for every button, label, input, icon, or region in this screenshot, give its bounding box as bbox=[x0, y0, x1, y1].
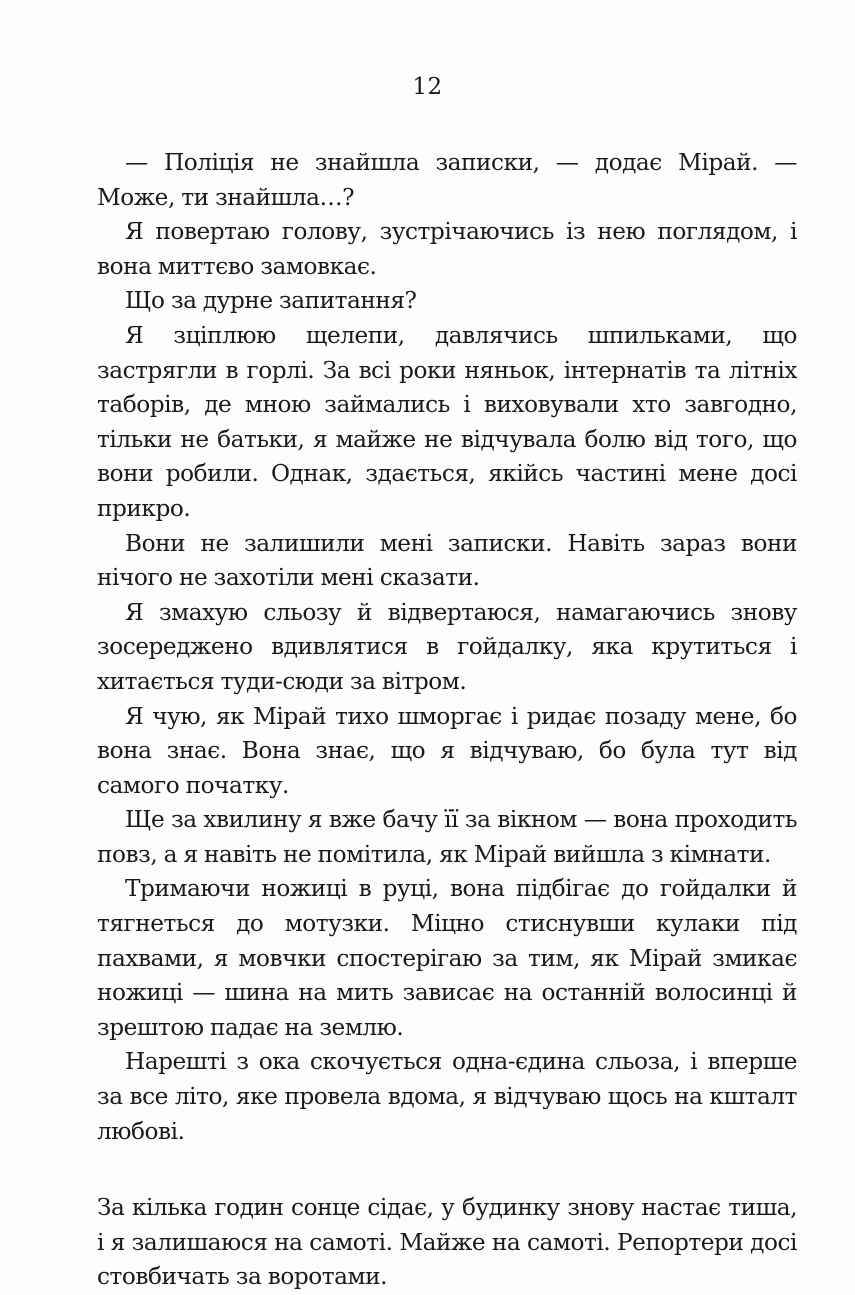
paragraph: Я зціплюю щелепи, давлячись шпильками, що застрягли в горлі. За всі роки няньок, інтернатів та літніх таборів, де мною займались і виховували хто завгодно, тільки не батьки, я майже не відчувала болю від того, що вони робили. Однак, здається, якійсь частині мене досі прикро. bbox=[97, 321, 797, 522]
paragraph: Я чую, як Мірай тихо шморгає і ридає позаду мене, бо вона знає. Вона знає, що я відчуваю, бо була тут від самого початку. bbox=[97, 702, 797, 799]
section-break bbox=[97, 1149, 797, 1191]
paragraph-after-break: За кілька годин сонце сідає, у будинку знову настає тиша, і я залишаюся на самоті. Майже на самоті. Репортери досі стовбичать за воротами. bbox=[97, 1194, 797, 1291]
paragraph: Ще за хвилину я вже бачу її за вікном — вона проходить повз, а я навіть не помітила, як Мірай вийшла з кімнати. bbox=[97, 806, 797, 868]
page-body bbox=[97, 146, 797, 1295]
paragraph: Я змахую сльозу й відвертаюся, намагаючись знову зосереджено вдивлятися в гойдалку, яка крутиться і хитається туди-сюди за вітром. bbox=[97, 598, 797, 695]
paragraph: Тримаючи ножиці в руці, вона підбігає до гойдалки й тягнеться до мотузки. Міцно стиснувши кулаки під пахвами, я мовчки спостерігаю за тим, як Мірай змикає ножиці — шина на мить зависає на останній волосинці й зрештою падає на землю. bbox=[97, 875, 797, 1041]
paragraph: Я повертаю голову, зустрічаючись із нею поглядом, і вона миттєво замовкає. bbox=[97, 218, 797, 280]
paragraph: Що за дурне запитання? bbox=[125, 287, 417, 315]
paragraph: Вони не залишили мені записки. Навіть зараз вони нічого не захотіли мені сказати. bbox=[97, 529, 797, 592]
page-number: 12 bbox=[412, 74, 443, 100]
paragraph: — Поліція не знайшла записки, — додає Мірай. — Може, ти знайшла…? bbox=[97, 149, 797, 211]
paragraph: Нарешті з ока скочується одна-єдина сльоза, і вперше за все літо, яке провела вдома, я відчуваю щось на кшталт любові. bbox=[97, 1048, 797, 1145]
